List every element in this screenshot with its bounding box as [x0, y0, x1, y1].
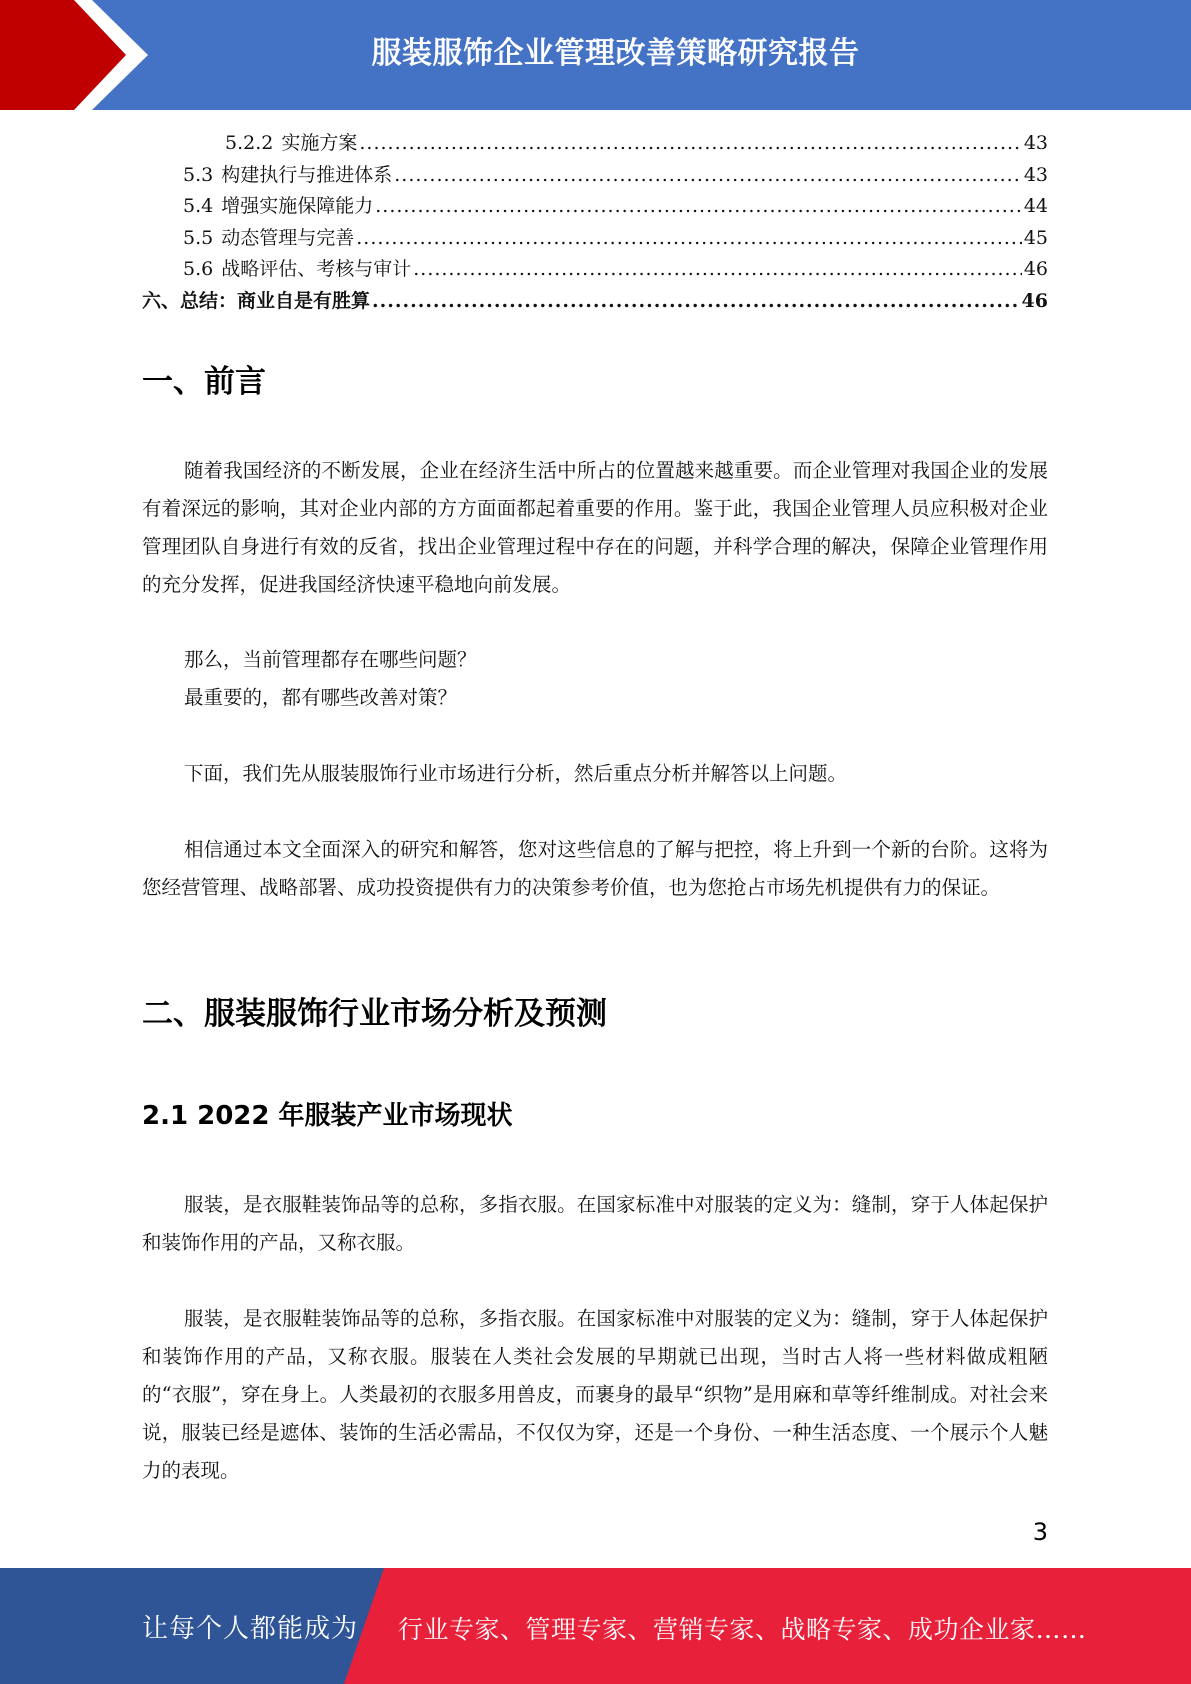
- toc-entry-title: 增强实施保障能力: [221, 195, 374, 217]
- page-footer: [0, 1568, 1191, 1684]
- page-header: [0, 0, 1191, 110]
- toc-entry[interactable]: [142, 160, 1048, 192]
- paragraph: 随着我国经济的不断发展，企业在经济生活中所占的位置越来越重要。而企业管理对我国企业的发展有着深远的影响，其对企业内部的方方面面都起着重要的作用。鉴于此，我国企业管理人员应积极对企业管理团队自身进行有效的反省，找出企业管理过程中存在的问题，并科学合理的解决，保障企业管理作用的充分发挥，促进我国经济快速平稳地向前发展。: [142, 459, 1048, 596]
- toc-dot-leader: [413, 254, 1022, 286]
- toc-entry-title: 实施方案: [281, 132, 358, 154]
- paragraph: 相信通过本文全面深入的研究和解答，您对这些信息的了解与把控，将上升到一个新的台阶。这将为您经营管理、战略部署、成功投资提供有力的决策参考价值，也为您抢占市场先机提供有力的保证。: [142, 838, 1048, 899]
- toc-dot-leader: [356, 223, 1022, 255]
- toc-dot-leader: [394, 160, 1022, 192]
- toc-entry[interactable]: [142, 254, 1048, 286]
- toc-entry[interactable]: [142, 128, 1048, 160]
- question-line: 那么，当前管理都存在哪些问题？: [184, 648, 477, 671]
- toc-entry-page: 46: [1021, 289, 1048, 312]
- subsection-heading: 2.1 2022 年服装产业市场现状: [142, 1101, 513, 1131]
- header-title: 服装服饰企业管理改善策略研究报告: [371, 36, 860, 71]
- footer-slogan-right: 行业专家、管理专家、营销专家、战略专家、成功企业家……: [398, 1615, 1087, 1644]
- toc-dot-leader: [359, 128, 1021, 160]
- page-number: 3: [1032, 1518, 1048, 1546]
- toc-dot-leader: [372, 286, 1020, 318]
- section-heading-preface: 一、前言: [142, 364, 266, 400]
- footer-slogan-left: 让每个人都能成为: [142, 1614, 359, 1644]
- table-of-contents: [142, 128, 1048, 317]
- toc-entry-title: 六、总结：商业自是有胜算: [142, 289, 371, 312]
- toc-entry-title: 构建执行与推进体系: [221, 163, 393, 186]
- toc-entry[interactable]: [142, 286, 1048, 318]
- toc-entry-page: 45: [1023, 226, 1048, 249]
- section-heading-market-analysis: 二、服装服饰行业市场分析及预测: [142, 996, 607, 1032]
- toc-entry-number: 5.6: [183, 258, 214, 280]
- question-line: 最重要的，都有哪些改善对策？: [184, 686, 458, 709]
- toc-entry-page: 46: [1023, 258, 1048, 280]
- toc-dot-leader: [375, 191, 1022, 223]
- toc-entry-number: 5.3: [183, 163, 214, 186]
- paragraph: 下面，我们先从服装服饰行业市场进行分析，然后重点分析并解答以上问题。: [184, 762, 848, 785]
- toc-entry-number: 5.5: [183, 226, 214, 249]
- toc-entry-title: 战略评估、考核与审计: [221, 258, 412, 280]
- toc-entry[interactable]: [142, 223, 1048, 255]
- toc-entry-number: 5.4: [183, 195, 214, 217]
- toc-entry-page: 44: [1023, 195, 1048, 217]
- toc-entry-title: 动态管理与完善: [221, 226, 355, 249]
- paragraph: 服装，是衣服鞋装饰品等的总称，多指衣服。在国家标准中对服装的定义为：缝制，穿于人体起保护和装饰作用的产品，又称衣服。服装在人类社会发展的早期就已出现，当时古人将一些材料做成粗陋的“衣服”，穿在身上。人类最初的衣服多用兽皮，而裹身的最早“织物”是用麻和草等纤维制成。对社会来说，服装已经是遮体、装饰的生活必需品，不仅仅为穿，还是一个身份、一种生活态度、一个展示个人魅力的表现。: [142, 1307, 1048, 1482]
- toc-entry-page: 43: [1023, 132, 1048, 154]
- toc-entry-number: 5.2.2: [225, 132, 274, 154]
- toc-entry-page: 43: [1023, 163, 1048, 186]
- toc-entry[interactable]: [142, 191, 1048, 223]
- paragraph: 服装，是衣服鞋装饰品等的总称，多指衣服。在国家标准中对服装的定义为：缝制，穿于人体起保护和装饰作用的产品，又称衣服。: [142, 1193, 1048, 1254]
